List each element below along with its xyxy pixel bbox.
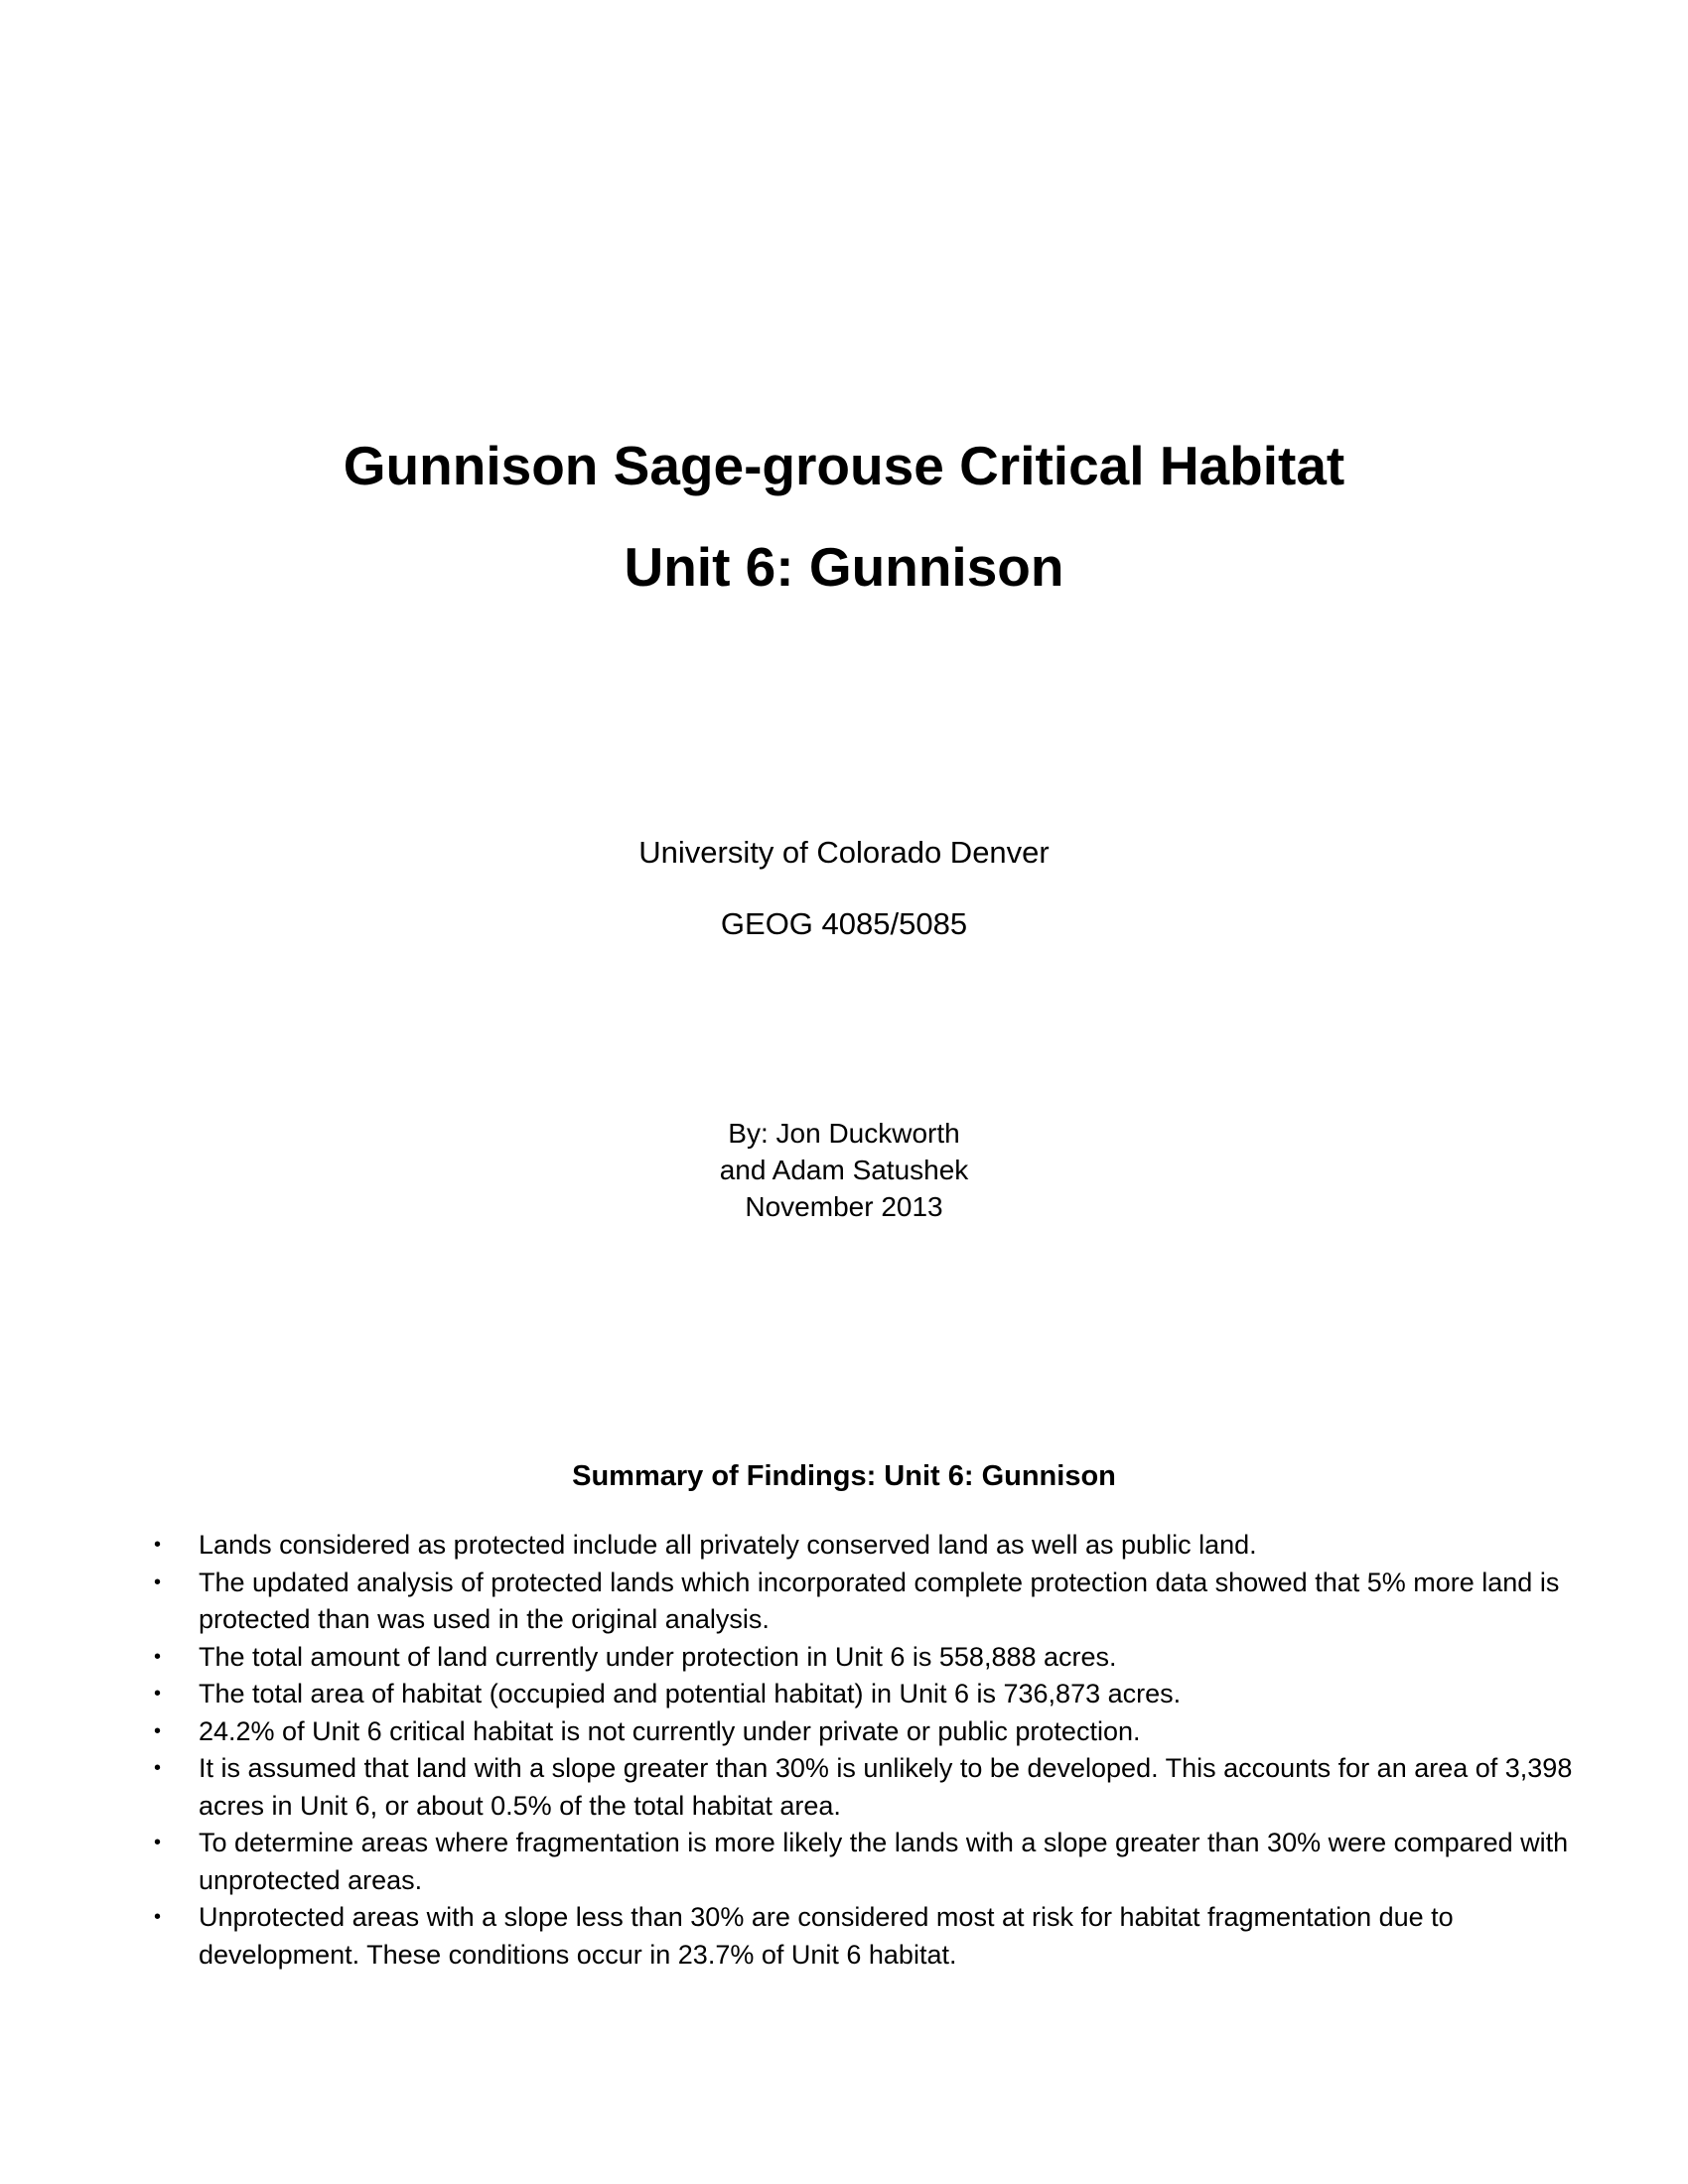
document-title-line-2: Unit 6: Gunnison — [624, 536, 1064, 598]
byline-authors-line-2: and Adam Satushek — [719, 1155, 969, 1185]
finding-text: It is assumed that land with a slope greater than 30% is unlikely to be developed. This accounts for an area of 3,398 acres in Unit 6, or about 0.5% of the total habitat area. — [199, 1753, 1573, 1821]
list-item — [149, 1713, 1579, 1751]
byline-authors-line-1: By: Jon Duckworth — [728, 1118, 960, 1149]
bullet-icon: • — [154, 1757, 162, 1779]
bullet-icon: • — [154, 1832, 162, 1853]
list-item — [149, 1565, 1579, 1639]
bullet-icon: • — [154, 1683, 162, 1705]
finding-text: The total area of habitat (occupied and potential habitat) in Unit 6 is 736,873 acres. — [199, 1679, 1182, 1708]
summary-heading: Summary of Findings: Unit 6: Gunnison — [572, 1460, 1116, 1492]
finding-text: The total amount of land currently under protection in Unit 6 is 558,888 acres. — [199, 1641, 1117, 1672]
finding-text: To determine areas where fragmentation is more likely the lands with a slope greater than 30% were compared with unprotected areas. — [199, 1828, 1569, 1895]
list-item — [149, 1639, 1579, 1677]
finding-text: Lands considered as protected include all privately conserved land as well as public land. — [199, 1530, 1257, 1560]
bullet-icon: • — [154, 1570, 162, 1593]
document-title-line-1: Gunnison Sage-grouse Critical Habitat — [343, 435, 1345, 496]
byline-date: November 2013 — [745, 1191, 943, 1222]
bullet-icon: • — [154, 1719, 162, 1742]
bullet-icon: • — [154, 1534, 162, 1556]
author-byline — [0, 1115, 1688, 1225]
bullet-icon: • — [154, 1645, 162, 1668]
list-item — [149, 1899, 1579, 1974]
list-item — [149, 1750, 1579, 1825]
finding-text: 24.2% of Unit 6 critical habitat is not currently under private or public protection. — [199, 1715, 1141, 1746]
finding-text: The updated analysis of protected lands which incorporated complete protection data showed that 5% more land is protected than was used in the original analysis. — [199, 1567, 1560, 1634]
findings-list — [149, 1527, 1579, 1974]
course-code: GEOG 4085/5085 — [720, 906, 968, 941]
list-item — [149, 1825, 1579, 1899]
finding-text: Unprotected areas with a slope less than 30% are considered most at risk for habitat fragmentation due to development. These conditions occur in 23.7% of Unit 6 habitat. — [199, 1902, 1454, 1970]
institution-name: University of Colorado Denver — [638, 835, 1050, 870]
bullet-icon: • — [154, 1906, 162, 1928]
list-item — [149, 1527, 1579, 1565]
list-item — [149, 1676, 1579, 1713]
